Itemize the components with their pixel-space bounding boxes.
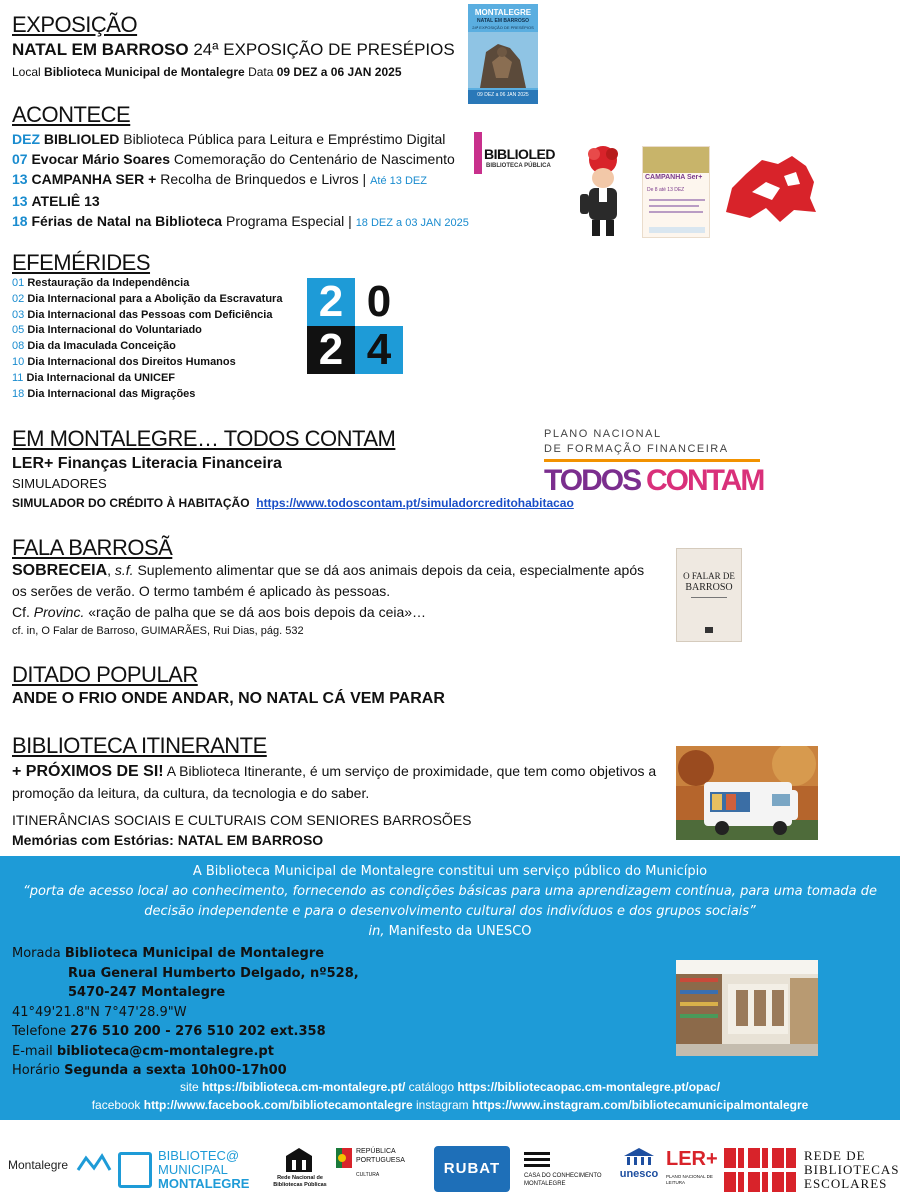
logo-line2: DE FORMAÇÃO FINANCEIRA xyxy=(544,443,729,455)
fala-grammar: s.f. xyxy=(114,562,134,578)
efemeride-item xyxy=(12,339,282,355)
efemeride-item xyxy=(12,308,282,324)
exposicao-poster xyxy=(468,4,538,104)
horario-value: Segunda a sexta 10h00-17h00 xyxy=(64,1063,287,1078)
rnbp-line1: Rede Nacional de xyxy=(277,1175,323,1181)
simulador-label: SIMULADOR DO CRÉDITO À HABITAÇÃO xyxy=(12,496,250,510)
year-2024-graphic xyxy=(307,278,403,374)
year-digit: 4 xyxy=(355,326,403,374)
acontece-item xyxy=(12,211,469,233)
book-title2: BARROSO xyxy=(685,582,733,593)
footer-unesco xyxy=(0,924,900,939)
efemerides-list xyxy=(12,276,282,402)
instagram-label: instagram xyxy=(412,1098,473,1112)
footer-social-line xyxy=(0,1098,900,1112)
fala-source: cf. in, O Falar de Barroso, GUIMARÃES, Rui Dias, pág. 532 xyxy=(12,625,304,637)
efemeride-item xyxy=(12,371,282,387)
year-digit: 0 xyxy=(355,278,403,326)
efemeride-name: Dia Internacional dos Direitos Humanos xyxy=(27,355,236,368)
morada-line1: Biblioteca Municipal de Montalegre xyxy=(64,946,325,961)
coordinates: 41°49'21.8"N 7°47'28.9"W xyxy=(12,1004,187,1020)
efemeride-name: Dia Internacional das Migrações xyxy=(27,387,196,400)
exposicao-headline xyxy=(12,40,455,60)
republica-portuguesa-logo xyxy=(336,1146,422,1192)
rubat-logo xyxy=(434,1146,510,1192)
efemeride-day: 03 xyxy=(12,308,25,321)
fala-definition-line2: os serões de verão. O termo também é aplicado às pessoas. xyxy=(12,583,391,599)
morada-line2: Rua General Humberto Delgado, nº528, xyxy=(68,965,359,981)
year-digit: 2 xyxy=(307,326,355,374)
tel-label: Telefone xyxy=(12,1024,71,1039)
todos-contam-logo xyxy=(542,428,764,500)
catalogo-label: catálogo xyxy=(405,1080,458,1094)
itinerante-line2: promoção da leitura, da cultura, da tecnologia e do saber. xyxy=(12,785,370,801)
site-label: site xyxy=(179,1080,202,1094)
poster-dates: 09 DEZ a 06 JAN 2025 xyxy=(477,92,529,98)
footer-site-line xyxy=(0,1080,900,1094)
fala-definition-line1: SOBRECEIA, s.f. Suplemento alimentar que se dá aos animais depois da ceia, especialmente após xyxy=(12,562,645,579)
rbe-line1: REDE DE xyxy=(804,1148,866,1163)
morada-line3: 5470-247 Montalegre xyxy=(68,985,226,1000)
acontece-desc: Recolha de Brinquedos e Livros | xyxy=(156,171,371,187)
horario-label: Horário xyxy=(12,1063,65,1078)
rubat-text: RUBAT xyxy=(443,1160,501,1177)
biblioled-name: BIBLIOLED xyxy=(484,146,555,162)
tel-value[interactable]: 276 510 200 - 276 510 202 ext.358 xyxy=(70,1024,326,1039)
unesco-logo xyxy=(616,1148,662,1192)
efemeride-item xyxy=(12,292,282,308)
efemeride-item xyxy=(12,355,282,371)
efemeride-name: Dia Internacional da UNICEF xyxy=(26,371,176,384)
acontece-item xyxy=(12,191,469,211)
itinerante-line1 xyxy=(12,763,656,781)
republica-line3: CULTURA xyxy=(356,1172,380,1178)
acontece-desc: Comemoração do Centenário de Nascimento xyxy=(169,151,455,167)
casa-line2: MONTALEGRE xyxy=(524,1181,566,1187)
acontece-day: 13 xyxy=(12,193,28,209)
itinerante-line4: Memórias com Estórias: NATAL EM BARROSO xyxy=(12,832,324,848)
data-label: Data xyxy=(244,65,277,79)
efemeride-name: Dia Internacional das Pessoas com Deficiência xyxy=(27,308,273,321)
section-title-todos-contam: EM MONTALEGRE… TODOS CONTAM xyxy=(12,426,396,451)
efemeride-day: 01 xyxy=(12,277,25,289)
efemeride-name: Dia Internacional para a Abolição da Escravatura xyxy=(27,292,283,305)
section-title-acontece: ACONTECE xyxy=(12,102,131,127)
rbe-line2: BIBLIOTECAS xyxy=(804,1162,900,1177)
biblioteca-municipal-logo xyxy=(118,1148,268,1192)
acontece-day: 07 xyxy=(12,151,28,167)
site-link[interactable]: https://biblioteca.cm-montalegre.pt/ xyxy=(201,1080,406,1094)
efemeride-day: 18 xyxy=(12,387,25,400)
logo-line1: PLANO NACIONAL xyxy=(544,428,662,440)
efemeride-item xyxy=(12,323,282,339)
ler-mais-text: LER+ xyxy=(666,1148,718,1170)
efemeride-day: 10 xyxy=(12,355,25,368)
acontece-name: ATELIÊ 13 xyxy=(31,193,100,209)
rbe-logo xyxy=(724,1148,900,1194)
mario-soares-figure-image xyxy=(574,144,632,240)
cf-label: Cf. xyxy=(12,604,34,620)
bm-logo-line2: MUNICIPAL xyxy=(158,1162,228,1177)
republica-line2: PORTUGUESA xyxy=(356,1157,405,1164)
simuladores-label: SIMULADORES xyxy=(12,476,107,491)
efemeride-day: 05 xyxy=(12,324,25,337)
campanha-title: CAMPANHA Ser+ xyxy=(645,174,703,181)
ler-mais-logo xyxy=(666,1146,718,1192)
footer-contacts xyxy=(12,944,359,1081)
ditado-text: ANDE O FRIO ONDE ANDAR, NO NATAL CÁ VEM PARAR xyxy=(12,690,445,707)
casa-line1: CASA DO CONHECIMENTO xyxy=(524,1173,602,1179)
acontece-list xyxy=(12,129,469,233)
email-link[interactable]: biblioteca@cm-montalegre.pt xyxy=(56,1043,274,1059)
section-title-itinerante: BIBLIOTECA ITINERANTE xyxy=(12,733,267,758)
ler-mais-sub: PLANO NACIONAL DE LEITURA xyxy=(666,1174,713,1185)
acontece-name: CAMPANHA SER + xyxy=(31,171,157,187)
local-label: Local xyxy=(12,65,45,79)
catalogo-link[interactable]: https://bibliotecaopac.cm-montalegre.pt/opac/ xyxy=(457,1080,721,1094)
montalegre-logo-text: Montalegre xyxy=(8,1158,69,1172)
facebook-link[interactable]: http://www.facebook.com/bibliotecamontalegre xyxy=(143,1098,413,1112)
footer-quote2: decisão independente e para o desenvolvimento cultural dos indivíduos e dos grupos sociais” xyxy=(144,904,756,919)
nativity-figure-image xyxy=(468,32,538,88)
instagram-link[interactable]: https://www.instagram.com/bibliotecamunicipalmontalegre xyxy=(472,1098,809,1112)
exposicao-headline-bold: NATAL EM BARROSO xyxy=(12,40,189,59)
acontece-name: Evocar Mário Soares xyxy=(31,151,170,167)
campanha-sub: De 8 até 13 DEZ xyxy=(647,187,685,193)
exposicao-local-data xyxy=(12,65,402,79)
efemeride-day: 11 xyxy=(12,371,24,384)
itinerante-text1: A Biblioteca Itinerante, é um serviço de proximidade, que tem como objetivos a xyxy=(163,763,657,779)
section-title-ditado: DITADO POPULAR xyxy=(12,662,198,687)
rnbp-line2: Bibliotecas Públicas xyxy=(273,1182,327,1188)
acontece-desc: Biblioteca Pública para Leitura e Empréstimo Digital xyxy=(119,131,446,147)
acontece-item xyxy=(12,169,469,191)
acontece-note: Até 13 DEZ xyxy=(370,175,427,187)
cf-text: «ração de palha que se dá aos bois depois da ceia»… xyxy=(84,604,427,620)
efemeride-day: 02 xyxy=(12,292,25,305)
fala-cf-line xyxy=(12,604,426,620)
book-title1: O FALAR DE xyxy=(683,571,735,581)
year-digit: 2 xyxy=(307,278,355,326)
footer-in-label: in, xyxy=(368,924,385,939)
simulador-link[interactable]: https://www.todoscontam.pt/simuladorcreditohabitacao xyxy=(256,496,574,510)
acontece-item xyxy=(12,129,469,149)
bm-logo-line1: BIBLIOTEC@ xyxy=(158,1148,240,1163)
logo-word2: CONTAM xyxy=(646,464,764,497)
acontece-day: 13 xyxy=(12,171,28,187)
library-interior-photo xyxy=(676,960,818,1056)
acontece-item xyxy=(12,149,469,169)
section-title-exposicao: EXPOSIÇÃO xyxy=(12,12,138,37)
acontece-note: 18 DEZ a 03 JAN 2025 xyxy=(355,217,469,229)
republica-line1: REPÚBLICA xyxy=(356,1148,396,1155)
email-label: E-mail xyxy=(12,1043,57,1059)
local-value: Biblioteca Municipal de Montalegre xyxy=(44,65,245,79)
falar-de-barroso-book xyxy=(676,548,742,642)
acontece-name: Férias de Natal na Biblioteca xyxy=(31,213,223,229)
efemeride-day: 08 xyxy=(12,340,25,353)
fala-def1: Suplemento alimentar que se dá aos animais depois da ceia, especialmente após xyxy=(133,562,645,578)
rbe-line3: ESCOLARES xyxy=(804,1176,888,1191)
casa-conhecimento-logo xyxy=(522,1148,610,1192)
efemeride-name: Dia Internacional do Voluntariado xyxy=(27,324,202,337)
red-silhouette-image xyxy=(722,152,818,228)
morada-label: Morada xyxy=(12,946,65,961)
simulador-line xyxy=(12,496,574,510)
logo-word1: TODOS xyxy=(544,464,641,497)
unesco-text: unesco xyxy=(619,1168,659,1180)
bm-logo-line3: MONTALEGRE xyxy=(158,1176,250,1191)
acontece-day: 18 xyxy=(12,213,28,229)
itinerant-library-van-photo xyxy=(676,746,818,840)
section-title-fala-barrosa: FALA BARROSÃ xyxy=(12,535,173,560)
poster-top: MONTALEGRE xyxy=(474,8,532,17)
acontece-desc: Programa Especial | xyxy=(222,213,356,229)
footer-mission: A Biblioteca Municipal de Montalegre constitui um serviço público do Município xyxy=(192,864,708,879)
poster-line1: NATAL EM BARROSO xyxy=(477,18,529,24)
section-title-efemerides: EFEMÉRIDES xyxy=(12,250,151,275)
efemeride-name: Dia da Imaculada Conceição xyxy=(27,340,176,353)
poster-line2: 24ª EXPOSIÇÃO DE PRESÉPIOS xyxy=(472,25,534,30)
itinerante-lead: + PRÓXIMOS DE SI! xyxy=(12,763,164,780)
footer-in-text: Manifesto da UNESCO xyxy=(384,924,532,939)
acontece-name: BIBLIOLED xyxy=(43,131,120,147)
efemeride-item xyxy=(12,387,282,403)
fala-word: SOBRECEIA xyxy=(12,562,108,579)
efemeride-item xyxy=(12,276,282,292)
exposicao-headline-rest: 24ª EXPOSIÇÃO DE PRESÉPIOS xyxy=(188,40,455,59)
footer-quote1: “porta de acesso local ao conhecimento, fornecendo as condições básicas para uma aprendizagem contínua, para uma tomada de xyxy=(22,884,878,899)
facebook-label: facebook xyxy=(91,1098,144,1112)
cf-word: Provinc. xyxy=(33,604,85,620)
data-value: 09 DEZ a 06 JAN 2025 xyxy=(276,65,402,79)
itinerante-line3: ITINERÂNCIAS SOCIAIS E CULTURAIS COM SENIORES BARROSÕES xyxy=(12,812,472,828)
biblioled-logo xyxy=(474,130,570,178)
rnbp-logo xyxy=(270,1146,330,1192)
efemeride-name: Restauração da Independência xyxy=(27,277,190,289)
biblioled-sub: BIBLIOTECA PÚBLICA xyxy=(486,163,551,169)
montalegre-logo xyxy=(8,1146,112,1176)
acontece-day: DEZ xyxy=(12,131,40,147)
campanha-ser-poster xyxy=(642,146,710,238)
todos-contam-subtitle: LER+ Finanças Literacia Financeira xyxy=(12,455,282,472)
